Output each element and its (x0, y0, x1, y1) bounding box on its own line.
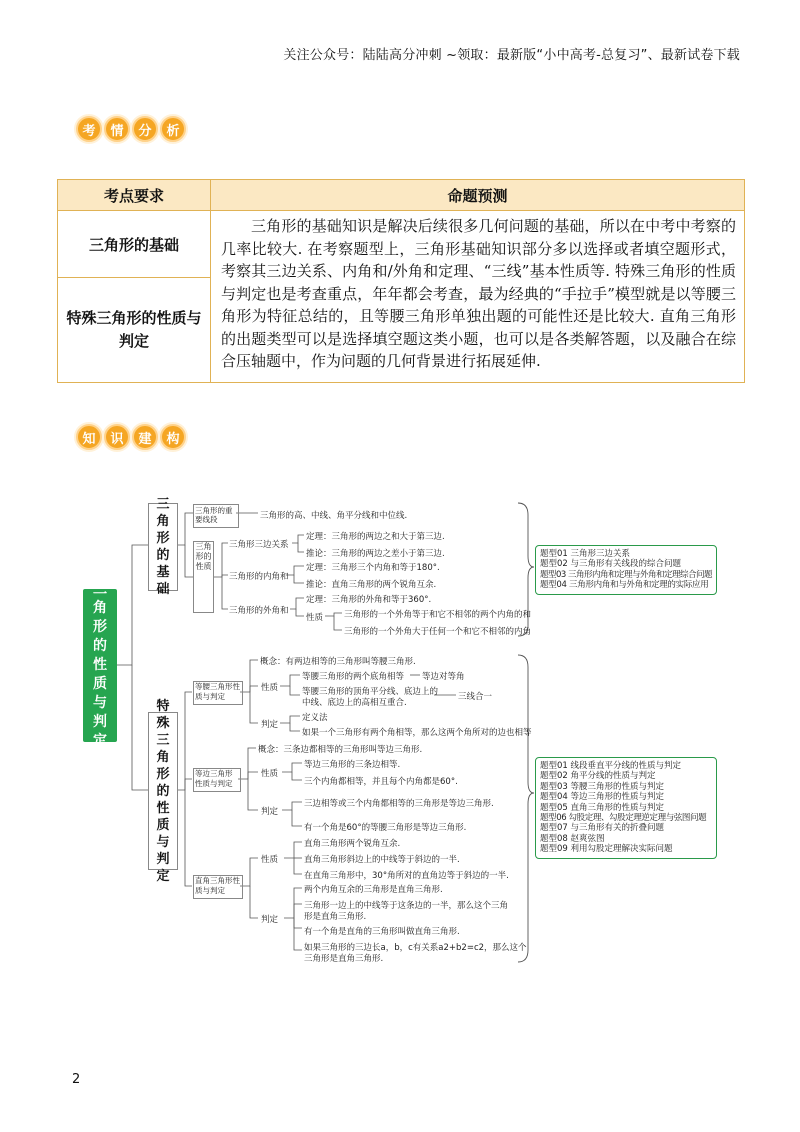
question-type-item: 题型06 勾股定理、勾股定理逆定理与弦图问题 (540, 813, 707, 824)
badge-char: 析 (160, 116, 186, 142)
page-header: 关注公众号：陆陆高分冲刺 ~领取：最新版“小中高考-总复习”、最新试卷下载 (283, 48, 740, 63)
badge-char: 建 (132, 424, 158, 450)
question-type-item: 题型03 三角形内角和定理与外角和定理综合问题 (540, 569, 713, 580)
badge-char: 构 (160, 424, 186, 450)
question-type-item: 题型09 利用勾股定理解决实际问题 (540, 844, 673, 855)
text-isosceles-property-2a: 等腰三角形的顶角平分线、底边上的 (302, 687, 439, 697)
text-isosceles-judge-1: 定义法 (302, 713, 328, 723)
box-isosceles: 等腰三角形性质与判定 (193, 681, 243, 705)
text-three-lines-coincide: 三线合一 (458, 692, 493, 702)
text-equal-sides-equal-angles: 等边对等角 (422, 672, 465, 682)
text-equilateral-judge-2: 有一个角是60°的等腰三角形是等边三角形. (304, 823, 467, 833)
text-equilateral-concept: 概念：三条边都相等的三角形叫等边三角形. (258, 745, 423, 755)
text-right-property-2: 直角三角形斜边上的中线等于斜边的一半. (304, 855, 460, 865)
label-exterior-property: 性质 (306, 613, 324, 623)
text-equilateral-property-1: 等边三角形的三条边相等. (304, 760, 401, 770)
table-row-special: 特殊三角形的性质与判定 (66, 309, 202, 350)
text-right-judge-1: 两个内角互余的三角形是直角三角形. (304, 885, 443, 895)
question-type-item: 题型01 线段垂直平分线的性质与判定 (540, 761, 682, 771)
text-important-segments: 三角形的高、中线、角平分线和中位线. (260, 511, 408, 521)
question-type-item: 题型05 直角三角形的性质与判定 (540, 802, 665, 813)
page-number: 2 (72, 1072, 81, 1087)
badge-char: 考 (76, 116, 102, 142)
text-right-judge-4b: 三角形是直角三角形. (304, 954, 384, 964)
table-prediction-text: 三角形的基础知识是解决后续很多几何问题的基础，所以在中考中考察的几率比较大. 在考察题型上，三角形基础知识部分多以选择或者填空题形式，考察其三边关系、内角和/外角和定理、“三线”基本性质等. 特殊三角形的性质与判定也是考查重点，年年都会考查，最为经典的“手拉手”模型就是以等腰三角形为特征总结的，且等腰三角形单独出题的可能性还是比较大. 直角三角形的出题类型可以是选择填空题这类小题，也可以是各类解答题，以及融合在综合压轴题中，作为问题的几何背景进行拓展延伸. (221, 217, 736, 370)
text-right-property-1: 直角三角形两个锐角互余. (304, 839, 401, 849)
text-isosceles-judge-2: 如果一个三角形有两个角相等，那么这两个角所对的边也相等 (302, 728, 532, 738)
badge-char: 分 (132, 116, 158, 142)
question-type-item: 题型08 赵爽弦图 (540, 833, 605, 844)
branch-triangle-basics-label: 三角形的基础 (156, 497, 170, 597)
text-exterior-property-2: 三角形的一个外角大于任何一个和它不相邻的内角 (344, 627, 532, 637)
question-type-item: 题型07 与三角形有关的折叠问题 (540, 823, 665, 834)
text-right-judge-2b: 形是直角三角形. (304, 912, 367, 922)
mindmap-root-label: 三角形的性质与判定 (93, 581, 107, 749)
badge-char: 知 (76, 424, 102, 450)
branch-special-triangles-label: 特殊三角形的性质与判定 (156, 698, 170, 884)
table-header-requirement: 考点要求 (58, 180, 211, 210)
label-isosceles-judge: 判定 (261, 720, 279, 730)
text-right-judge-2a: 三角形一边上的中线等于这条边的一半，那么这个三角 (304, 901, 509, 911)
text-exterior-theorem: 定理：三角形的外角和等于360°. (306, 595, 432, 605)
text-isosceles-concept: 概念：有两边相等的三角形叫等腰三角形. (260, 657, 416, 667)
branch-special-triangles (148, 698, 178, 884)
label-exterior-sum: 三角形的外角和 (229, 606, 289, 616)
text-equilateral-property-2: 三个内角都相等，并且每个内角都是60°. (304, 777, 458, 787)
text-sides-corollary: 推论：三角形的两边之差小于第三边. (306, 549, 445, 559)
label-isosceles-property: 性质 (261, 683, 279, 693)
badge-char: 识 (104, 424, 130, 450)
text-sides-theorem: 定理：三角形的两边之和大于第三边. (306, 532, 445, 542)
box-triangle-properties: 三角形的性质 (193, 541, 214, 613)
question-type-item: 题型02 角平分线的性质与判定 (540, 771, 656, 782)
table-row-basics: 三角形的基础 (58, 211, 210, 278)
text-right-property-3: 在直角三角形中，30°角所对的直角边等于斜边的一半. (304, 871, 509, 881)
text-right-judge-3: 有一个角是直角的三角形叫做直角三角形. (304, 927, 460, 937)
text-equilateral-judge-1: 三边相等或三个内角都相等的三角形是等边三角形. (304, 799, 494, 809)
branch-triangle-basics (148, 497, 178, 597)
question-type-item: 题型02 与三角形有关线段的综合问题 (540, 559, 682, 570)
mindmap-root (83, 581, 117, 749)
text-isosceles-property-2b: 中线、底边上的高相互重合. (302, 698, 407, 708)
box-equilateral: 等边三角形性质与判定 (193, 768, 241, 792)
label-right-property: 性质 (261, 855, 279, 865)
label-three-sides: 三角形三边关系 (229, 540, 289, 550)
label-right-judge: 判定 (261, 915, 279, 925)
text-right-judge-4a: 如果三角形的三边长a，b，c有关系a2+b2=c2，那么这个 (304, 943, 527, 953)
question-types-basics (535, 545, 717, 595)
box-important-segments: 三角形的重要线段 (193, 504, 239, 528)
question-type-item: 题型03 等腰三角形的性质与判定 (540, 781, 665, 792)
text-interior-corollary: 推论：直角三角形的两个锐角互余. (306, 580, 437, 590)
label-equilateral-property: 性质 (261, 769, 279, 779)
question-type-item: 题型04 三角形内角和与外角和定理的实际应用 (540, 580, 709, 591)
text-isosceles-property-1: 等腰三角形的两个底角相等 (302, 672, 405, 682)
text-exterior-property-1: 三角形的一个外角等于和它不相邻的两个内角的和 (344, 610, 532, 620)
text-interior-theorem: 定理：三角形三个内角和等于180°. (306, 563, 440, 573)
label-interior-sum: 三角形的内角和 (229, 572, 289, 582)
box-right-triangle: 直角三角形性质与判定 (193, 875, 243, 899)
label-equilateral-judge: 判定 (261, 807, 279, 817)
question-type-item: 题型04 等边三角形的性质与判定 (540, 792, 665, 803)
question-types-special (535, 757, 717, 859)
table-header-prediction: 命题预测 (447, 186, 508, 205)
question-type-item: 题型01 三角形三边关系 (540, 549, 631, 559)
badge-char: 情 (104, 116, 130, 142)
